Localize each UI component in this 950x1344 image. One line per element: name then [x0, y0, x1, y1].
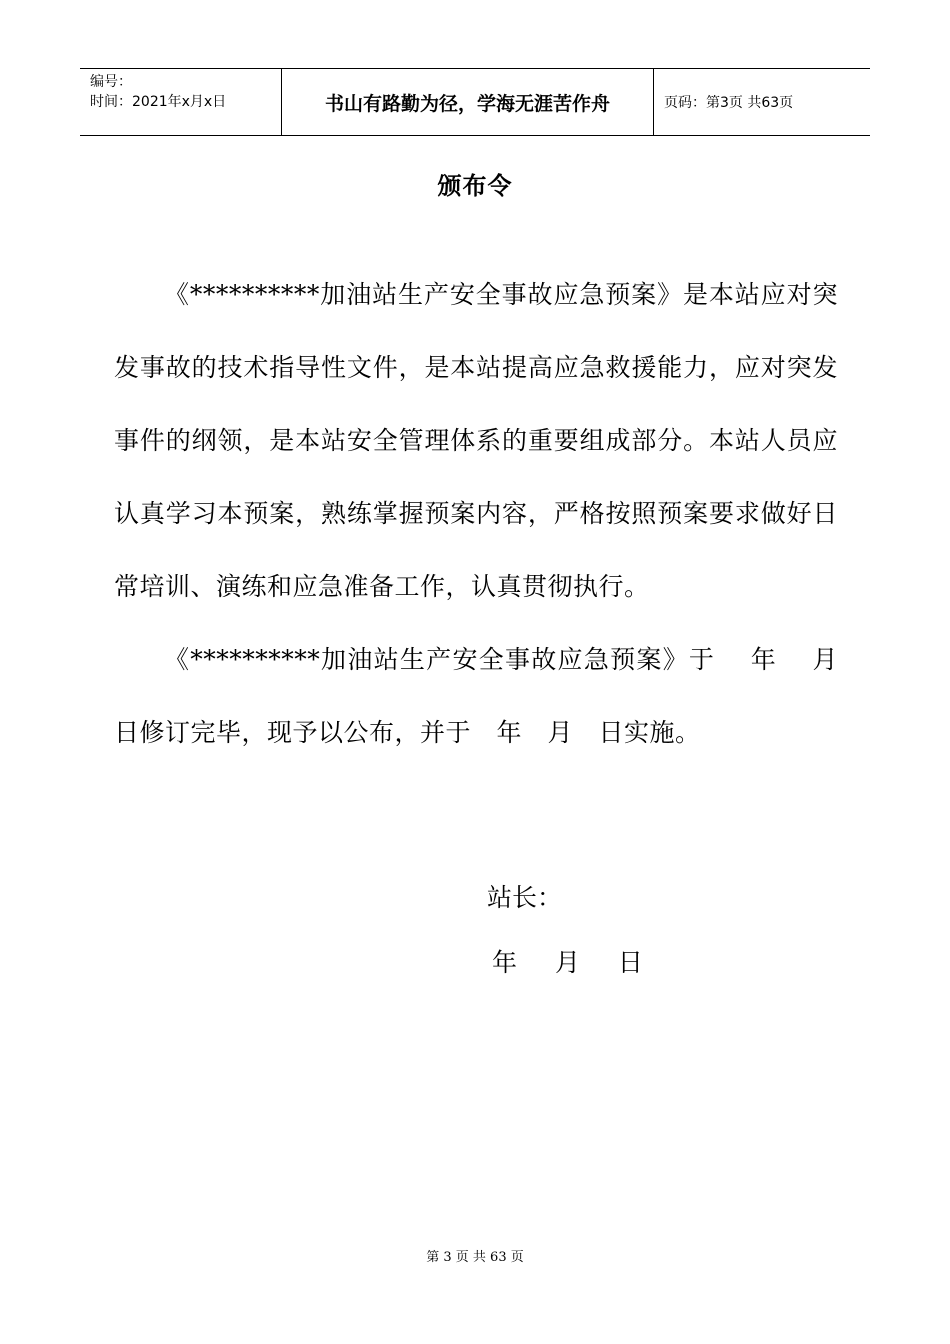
paragraph-release: 《**********加油站生产安全事故应急预案》于 年 月 日修订完毕，现予以公布，并于 年 月 日实施。	[114, 645, 864, 747]
paragraph-decree: 《**********加油站生产安全事故应急预案》是本站应对突发事故的技术指导性文件，是本站提高应急救援能力，应对突发事件的纲领，是本站安全管理体系的重要组成部分。本站人员应认真学习本预案，熟练掌握预案内容，严格按照预案要求做好日常培训、演练和应急准备工作，认真贯彻执行。	[114, 280, 838, 601]
header-motto: 书山有路勤为径，学海无涯苦作舟	[282, 69, 654, 135]
signature-date: 年 月 日	[492, 948, 643, 977]
signatory-label: 站长：	[487, 883, 563, 912]
document-title: 颁布令	[437, 171, 513, 200]
header-meta	[80, 69, 282, 135]
document-body	[114, 258, 864, 769]
header-page-info: 页码：第3页 共63页	[664, 95, 794, 111]
header-number-label: 编号：	[90, 74, 132, 90]
header-time-label: 时间：2021年x月x日	[90, 94, 227, 110]
page-footer: 第 3 页 共 63 页	[426, 1250, 524, 1265]
document-header	[80, 68, 870, 136]
